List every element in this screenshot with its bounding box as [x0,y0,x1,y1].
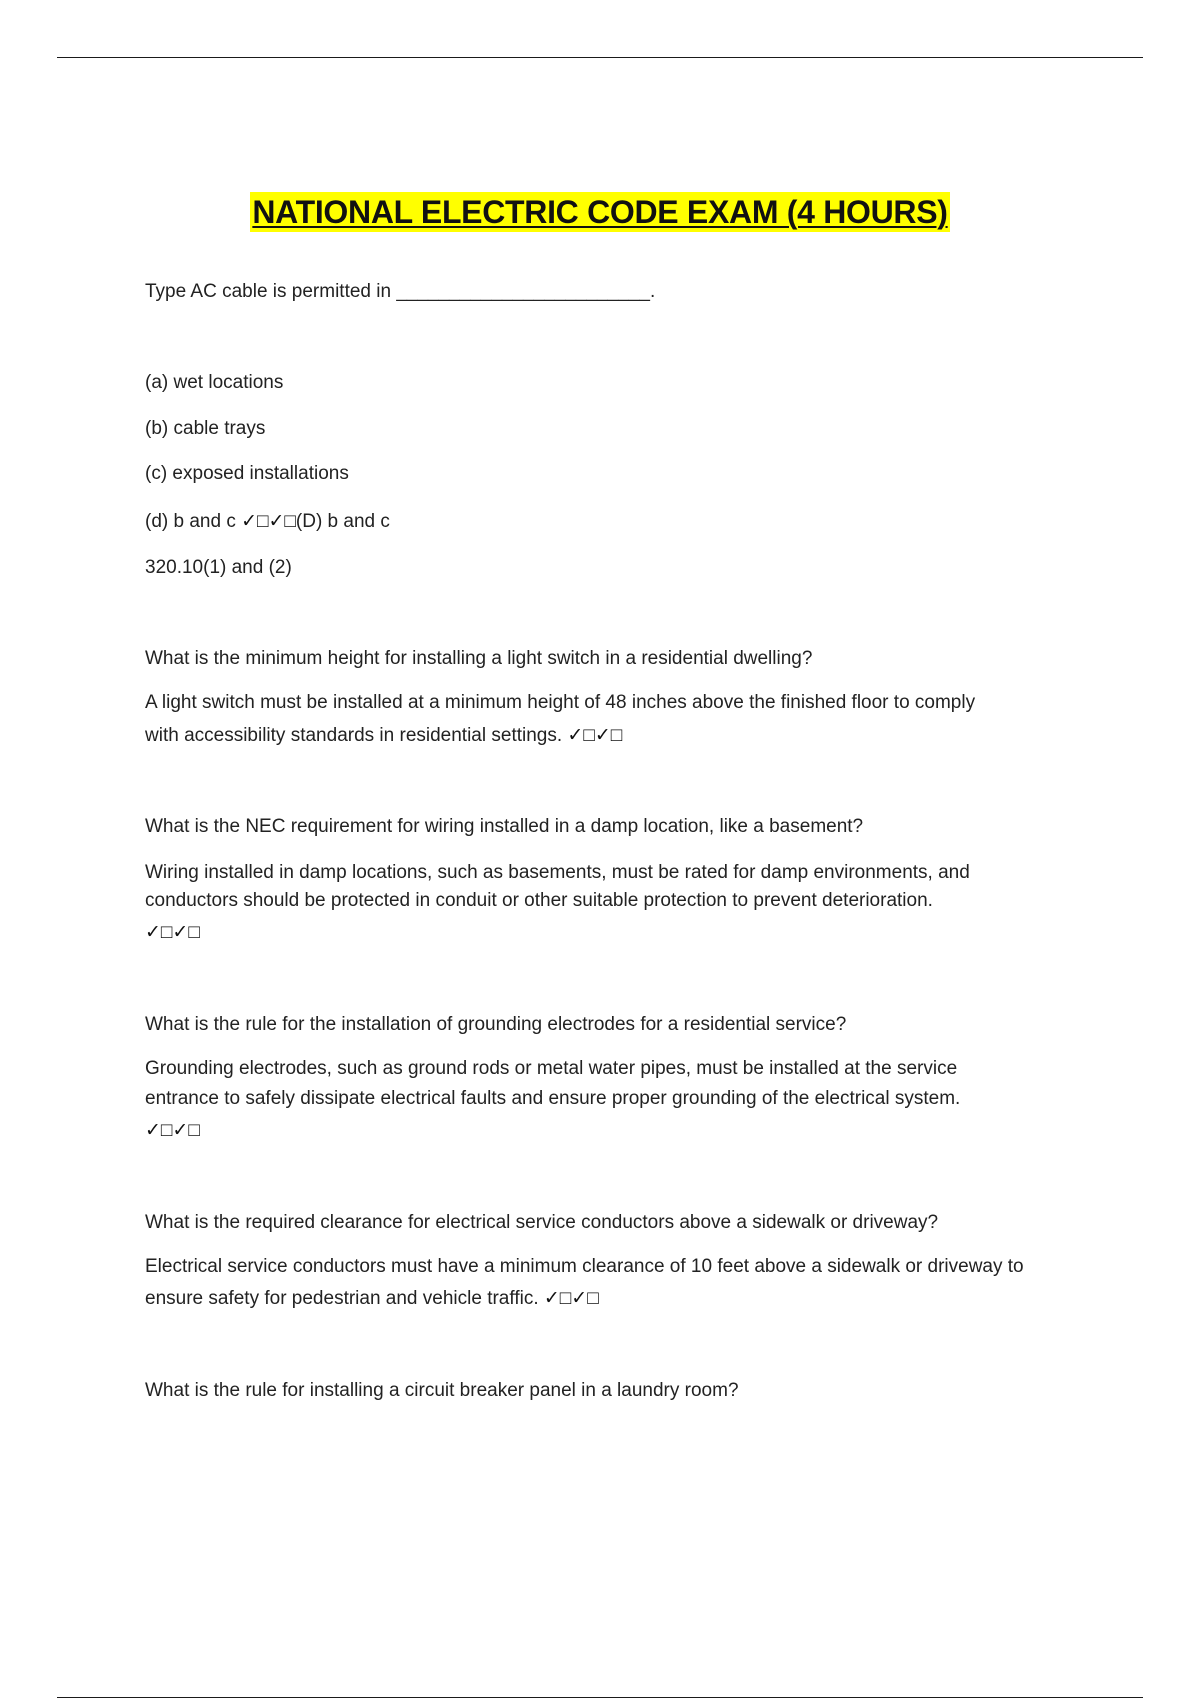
q4-answer-line1: Grounding electrodes, such as ground rods or metal water pipes, must be installed at the service [145,1058,958,1079]
q5-answer-line1: Electrical service conductors must have a minimum clearance of 10 feet above a sidewalk or driveway to [145,1256,1024,1277]
q1-question: Type AC cable is permitted in ________________________. [145,281,656,302]
q5-check-marks: ✓□✓□ [543,1288,599,1309]
q5-answer-line2: ensure safety for pedestrian and vehicle traffic. [145,1288,539,1309]
q3-check-marks: ✓□✓□ [145,922,200,943]
q1-check-marks: ✓□✓□ [241,511,296,532]
q4-answer-line2: entrance to safely dissipate electrical faults and ensure proper grounding of the electrical system. [145,1088,961,1109]
q4-question: What is the rule for the installation of grounding electrodes for a residential service? [145,1014,847,1035]
bottom-rule [57,1697,1143,1698]
q3-answer-line1: Wiring installed in damp locations, such as basements, must be rated for damp environments, and [145,862,970,883]
q2-answer-line2: with accessibility standards in residential settings. [145,725,563,746]
q2-check-marks: ✓□✓□ [567,725,623,746]
q5-question: What is the required clearance for electrical service conductors above a sidewalk or driveway? [145,1212,939,1233]
q2-question: What is the minimum height for installing a light switch in a residential dwelling? [145,648,813,669]
q1-reference: 320.10(1) and (2) [145,557,292,578]
q5-answer-line2-wrap [145,1284,599,1314]
q1-option-d: (d) b and c [145,511,236,532]
title-container [0,192,1200,232]
q1-option-a: (a) wet locations [145,372,284,393]
q1-option-b: (b) cable trays [145,418,266,439]
q1-option-d-line [145,507,390,537]
q3-answer-line2: conductors should be protected in conduit or other suitable protection to prevent deterioration. [145,890,933,911]
q2-answer-line1: A light switch must be installed at a minimum height of 48 inches above the finished floor to comply [145,692,976,713]
q4-check-marks: ✓□✓□ [145,1120,200,1141]
q1-option-c: (c) exposed installations [145,463,349,484]
q3-question: What is the NEC requirement for wiring installed in a damp location, like a basement? [145,816,864,837]
q1-answer: (D) b and c [295,511,390,532]
q2-answer-line2-wrap [145,721,622,751]
page-title: NATIONAL ELECTRIC CODE EXAM (4 HOURS) [252,194,948,230]
top-rule [57,57,1143,58]
q6-question: What is the rule for installing a circuit breaker panel in a laundry room? [145,1380,739,1401]
